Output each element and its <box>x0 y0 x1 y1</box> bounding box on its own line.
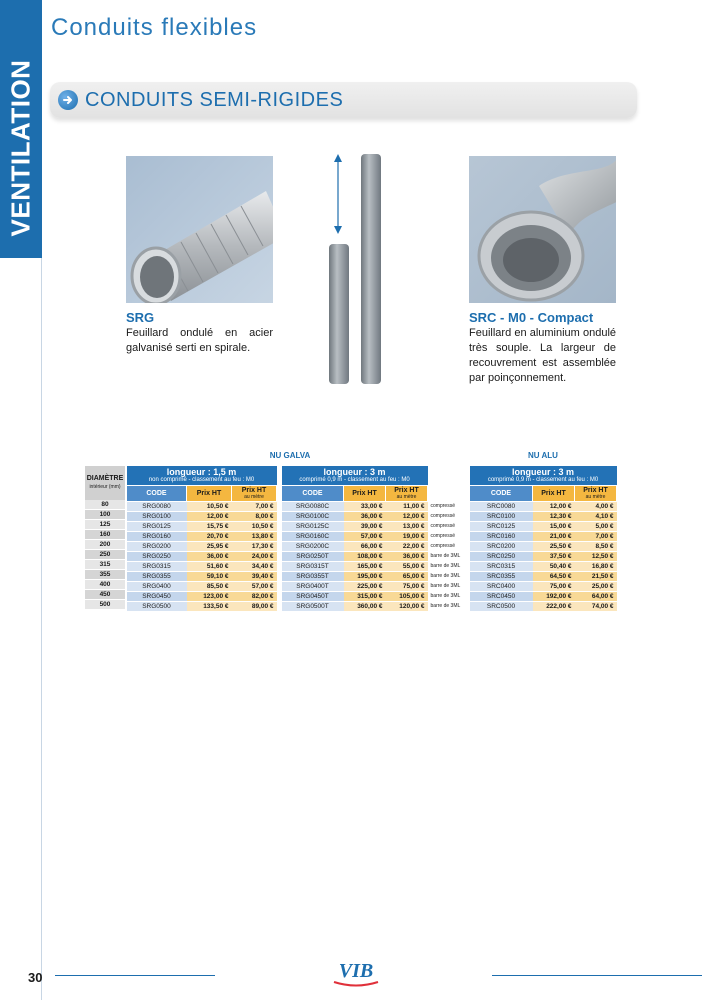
price-per-metre-cell: 12,00 € <box>386 512 428 522</box>
price-cell: 36,00 € <box>344 512 386 522</box>
price-cell: 192,00 € <box>533 592 575 602</box>
page-title: Conduits flexibles <box>51 14 258 41</box>
product-code-cell: SRG0125 <box>127 522 187 532</box>
src-product-photo <box>469 156 616 303</box>
product-code-cell: SRG0250 <box>127 552 187 562</box>
table-row <box>282 552 472 562</box>
product-code-cell: SRG0160 <box>127 532 187 542</box>
product-code-cell: SRC0100 <box>470 512 533 522</box>
product-code-cell: SRC0500 <box>470 602 533 612</box>
diameter-cell: 250 <box>85 550 125 560</box>
price-per-metre-cell: 16,80 € <box>575 562 617 572</box>
table-row <box>282 562 472 572</box>
price-per-metre-cell: 64,00 € <box>575 592 617 602</box>
galva-3m-subtitle: comprimé 0,9 m - classement au feu : M0 <box>299 476 410 483</box>
price-cell: 360,00 € <box>344 602 386 612</box>
galva-1-5m-header <box>127 466 277 486</box>
arrow-right-icon <box>58 90 78 110</box>
col-prix-metre-sub: au mètre <box>585 493 606 500</box>
product-code-cell: SRG0500T <box>282 602 344 612</box>
side-tab <box>0 0 42 258</box>
price-per-metre-cell: 24,00 € <box>232 552 277 562</box>
svg-text:VIB: VIB <box>338 960 374 982</box>
diameter-cell: 125 <box>85 520 125 530</box>
table-row <box>470 552 617 562</box>
price-cell: 20,70 € <box>187 532 232 542</box>
col-prix-metre-sub: au mètre <box>244 493 264 500</box>
price-per-metre-cell: 13,80 € <box>232 532 277 542</box>
price-cell: 51,60 € <box>187 562 232 572</box>
price-per-metre-cell: 57,00 € <box>232 582 277 592</box>
packaging-note-cell: barre de 3ML <box>428 602 472 612</box>
price-cell: 195,00 € <box>344 572 386 582</box>
price-cell: 64,50 € <box>533 572 575 582</box>
col-prix-header: Prix HT <box>344 486 386 502</box>
diameter-cell: 450 <box>85 590 125 600</box>
diameter-header-title: DIAMÈTRE <box>86 475 124 482</box>
price-cell: 15,75 € <box>187 522 232 532</box>
table-row <box>470 532 617 542</box>
price-cell: 37,50 € <box>533 552 575 562</box>
src-product-name: SRC - M0 - Compact <box>469 310 594 325</box>
col-prix-metre-header <box>575 486 617 502</box>
price-per-metre-cell: 25,00 € <box>575 582 617 592</box>
price-per-metre-cell: 17,30 € <box>232 542 277 552</box>
product-code-cell: SRG0250T <box>282 552 344 562</box>
product-code-cell: SRG0400 <box>127 582 187 592</box>
price-cell: 75,00 € <box>533 582 575 592</box>
price-per-metre-cell: 4,00 € <box>575 502 617 512</box>
price-per-metre-cell: 8,50 € <box>575 542 617 552</box>
product-code-cell: SRG0500 <box>127 602 187 612</box>
price-per-metre-cell: 120,00 € <box>386 602 428 612</box>
srg-product-name: SRG <box>126 310 155 325</box>
price-cell: 12,00 € <box>533 502 575 512</box>
packaging-note-cell: compressé <box>428 532 472 542</box>
price-per-metre-cell: 55,00 € <box>386 562 428 572</box>
packaging-note-cell: compressé <box>428 522 472 532</box>
price-per-metre-cell: 34,40 € <box>232 562 277 572</box>
table-row <box>282 532 472 542</box>
price-per-metre-cell: 7,00 € <box>232 502 277 512</box>
table-row <box>282 572 472 582</box>
col-prix-metre-label: Prix HT <box>394 486 419 494</box>
diameter-header-sub: intérieur (mm) <box>89 484 121 490</box>
table-row <box>127 602 277 612</box>
price-cell: 66,00 € <box>344 542 386 552</box>
col-code-header: CODE <box>282 486 344 502</box>
product-code-cell: SRG0315T <box>282 562 344 572</box>
price-per-metre-cell: 65,00 € <box>386 572 428 582</box>
table-row <box>127 572 277 582</box>
price-cell: 39,00 € <box>344 522 386 532</box>
price-cell: 222,00 € <box>533 602 575 612</box>
table-row <box>470 562 617 572</box>
product-code-cell: SRG0400T <box>282 582 344 592</box>
product-code-cell: SRC0080 <box>470 502 533 512</box>
product-code-cell: SRG0200C <box>282 542 344 552</box>
table-row <box>127 552 277 562</box>
price-per-metre-cell: 74,00 € <box>575 602 617 612</box>
packaging-note-cell: compressé <box>428 542 472 552</box>
price-per-metre-cell: 21,50 € <box>575 572 617 582</box>
col-prix-metre-sub: au mètre <box>396 493 417 500</box>
packaging-note-cell: compressé <box>428 502 472 512</box>
product-code-cell: SRC0450 <box>470 592 533 602</box>
price-cell: 25,50 € <box>533 542 575 552</box>
group-label-galva: NU GALVA <box>269 451 311 460</box>
col-prix-header: Prix HT <box>533 486 575 502</box>
packaging-note-cell: barre de 3ML <box>428 572 472 582</box>
price-per-metre-cell: 36,00 € <box>386 552 428 562</box>
diameter-cell: 160 <box>85 530 125 540</box>
price-per-metre-cell: 75,00 € <box>386 582 428 592</box>
product-code-cell: SRG0080C <box>282 502 344 512</box>
galva-1-5m-title: longueur : 1,5 m <box>166 466 237 477</box>
product-code-cell: SRG0450 <box>127 592 187 602</box>
table-row <box>470 512 617 522</box>
vib-logo <box>330 955 382 989</box>
price-per-metre-cell: 39,40 € <box>232 572 277 582</box>
price-per-metre-cell: 8,00 € <box>232 512 277 522</box>
product-code-cell: SRG0315 <box>127 562 187 572</box>
galva-3m-title: longueur : 3 m <box>323 466 386 477</box>
price-cell: 133,50 € <box>187 602 232 612</box>
table-row <box>282 602 472 612</box>
product-code-cell: SRC0125 <box>470 522 533 532</box>
price-cell: 25,95 € <box>187 542 232 552</box>
col-code-header: CODE <box>127 486 187 502</box>
diameter-cell: 400 <box>85 580 125 590</box>
product-code-cell: SRG0100 <box>127 512 187 522</box>
col-code-header: CODE <box>470 486 533 502</box>
col-prix-header: Prix HT <box>187 486 232 502</box>
price-per-metre-cell: 105,00 € <box>386 592 428 602</box>
table-row <box>127 562 277 572</box>
side-tab-label: VENTILATION <box>5 59 36 237</box>
footer-rule-left <box>55 975 215 976</box>
table-row <box>127 532 277 542</box>
price-cell: 10,50 € <box>187 502 232 512</box>
col-prix-metre-header <box>232 486 277 502</box>
packaging-note-cell: barre de 3ML <box>428 562 472 572</box>
product-code-cell: SRG0355T <box>282 572 344 582</box>
price-cell: 85,50 € <box>187 582 232 592</box>
diameter-cell: 200 <box>85 540 125 550</box>
group-label-alu: NU ALU <box>528 451 558 460</box>
packaging-note-cell: barre de 3ML <box>428 582 472 592</box>
diameter-cell: 500 <box>85 600 125 610</box>
section-header <box>50 82 637 118</box>
price-cell: 165,00 € <box>344 562 386 572</box>
product-code-cell: SRG0450T <box>282 592 344 602</box>
price-cell: 36,00 € <box>187 552 232 562</box>
product-code-cell: SRC0200 <box>470 542 533 552</box>
price-cell: 123,00 € <box>187 592 232 602</box>
packaging-note-cell: barre de 3ML <box>428 552 472 562</box>
product-code-cell: SRG0200 <box>127 542 187 552</box>
col-prix-metre-label: Prix HT <box>583 486 608 494</box>
table-row <box>282 592 472 602</box>
table-row <box>127 542 277 552</box>
table-row <box>470 602 617 612</box>
price-per-metre-cell: 22,00 € <box>386 542 428 552</box>
price-cell: 57,00 € <box>344 532 386 542</box>
alu-3m-table <box>469 466 617 612</box>
price-per-metre-cell: 82,00 € <box>232 592 277 602</box>
table-row <box>127 582 277 592</box>
table-row <box>127 502 277 512</box>
side-divider <box>0 258 42 1000</box>
price-per-metre-cell: 4,10 € <box>575 512 617 522</box>
diameter-cell: 80 <box>85 500 125 510</box>
diameter-cell: 100 <box>85 510 125 520</box>
alu-3m-subtitle: comprimé 0,9 m - classement au feu : M0 <box>487 476 599 483</box>
tubes-length-photo <box>325 150 385 388</box>
diameter-table <box>85 466 125 610</box>
table-row <box>282 582 472 592</box>
price-cell: 33,00 € <box>344 502 386 512</box>
page-number: 30 <box>28 970 43 985</box>
table-row <box>282 522 472 532</box>
price-cell: 50,40 € <box>533 562 575 572</box>
galva-3m-header <box>282 466 428 486</box>
table-row <box>470 582 617 592</box>
galva-1-5m-subtitle: non comprimé - classement au feu : M0 <box>148 476 255 483</box>
footer-rule-right <box>492 975 702 976</box>
product-code-cell: SRG0125C <box>282 522 344 532</box>
diameter-cell: 315 <box>85 560 125 570</box>
price-cell: 12,00 € <box>187 512 232 522</box>
price-per-metre-cell: 7,00 € <box>575 532 617 542</box>
table-row <box>282 502 472 512</box>
product-code-cell: SRG0100C <box>282 512 344 522</box>
price-per-metre-cell: 5,00 € <box>575 522 617 532</box>
price-cell: 225,00 € <box>344 582 386 592</box>
table-row <box>127 522 277 532</box>
src-product-description: Feuillard en aluminium ondulé très souple. La largeur de recouvrement est assemblée par poinçonnement. <box>469 327 616 384</box>
product-code-cell: SRC0250 <box>470 552 533 562</box>
table-row <box>470 572 617 582</box>
price-cell: 59,10 € <box>187 572 232 582</box>
product-code-cell: SRG0160C <box>282 532 344 542</box>
product-code-cell: SRG0080 <box>127 502 187 512</box>
price-per-metre-cell: 10,50 € <box>232 522 277 532</box>
price-per-metre-cell: 89,00 € <box>232 602 277 612</box>
product-code-cell: SRC0400 <box>470 582 533 592</box>
product-code-cell: SRC0315 <box>470 562 533 572</box>
product-code-cell: SRC0355 <box>470 572 533 582</box>
col-prix-metre-label: Prix HT <box>241 486 267 494</box>
table-row <box>470 502 617 512</box>
product-code-cell: SRG0355 <box>127 572 187 582</box>
price-per-metre-cell: 13,00 € <box>386 522 428 532</box>
galva-3m-table <box>281 466 472 612</box>
alu-3m-title: longueur : 3 m <box>512 466 575 477</box>
price-cell: 12,30 € <box>533 512 575 522</box>
col-prix-metre-header <box>386 486 428 502</box>
price-per-metre-cell: 11,00 € <box>386 502 428 512</box>
table-row <box>470 542 617 552</box>
table-row <box>127 592 277 602</box>
price-cell: 15,00 € <box>533 522 575 532</box>
product-code-cell: SRC0160 <box>470 532 533 542</box>
table-row <box>470 522 617 532</box>
diameter-cell: 355 <box>85 570 125 580</box>
price-cell: 315,00 € <box>344 592 386 602</box>
table-row <box>282 512 472 522</box>
srg-product-description: Feuillard ondulé en acier galvanisé serti en spirale. <box>126 327 273 354</box>
table-row <box>282 542 472 552</box>
price-per-metre-cell: 12,50 € <box>575 552 617 562</box>
galva-1-5m-table <box>126 466 277 612</box>
price-cell: 21,00 € <box>533 532 575 542</box>
diameter-header <box>85 466 125 500</box>
section-title: CONDUITS SEMI-RIGIDES <box>85 89 344 111</box>
table-row <box>127 512 277 522</box>
price-cell: 108,00 € <box>344 552 386 562</box>
packaging-note-cell: compressé <box>428 512 472 522</box>
srg-product-photo <box>126 156 273 303</box>
table-row <box>470 592 617 602</box>
price-per-metre-cell: 19,00 € <box>386 532 428 542</box>
alu-3m-header <box>470 466 617 486</box>
packaging-note-cell: barre de 3ML <box>428 592 472 602</box>
